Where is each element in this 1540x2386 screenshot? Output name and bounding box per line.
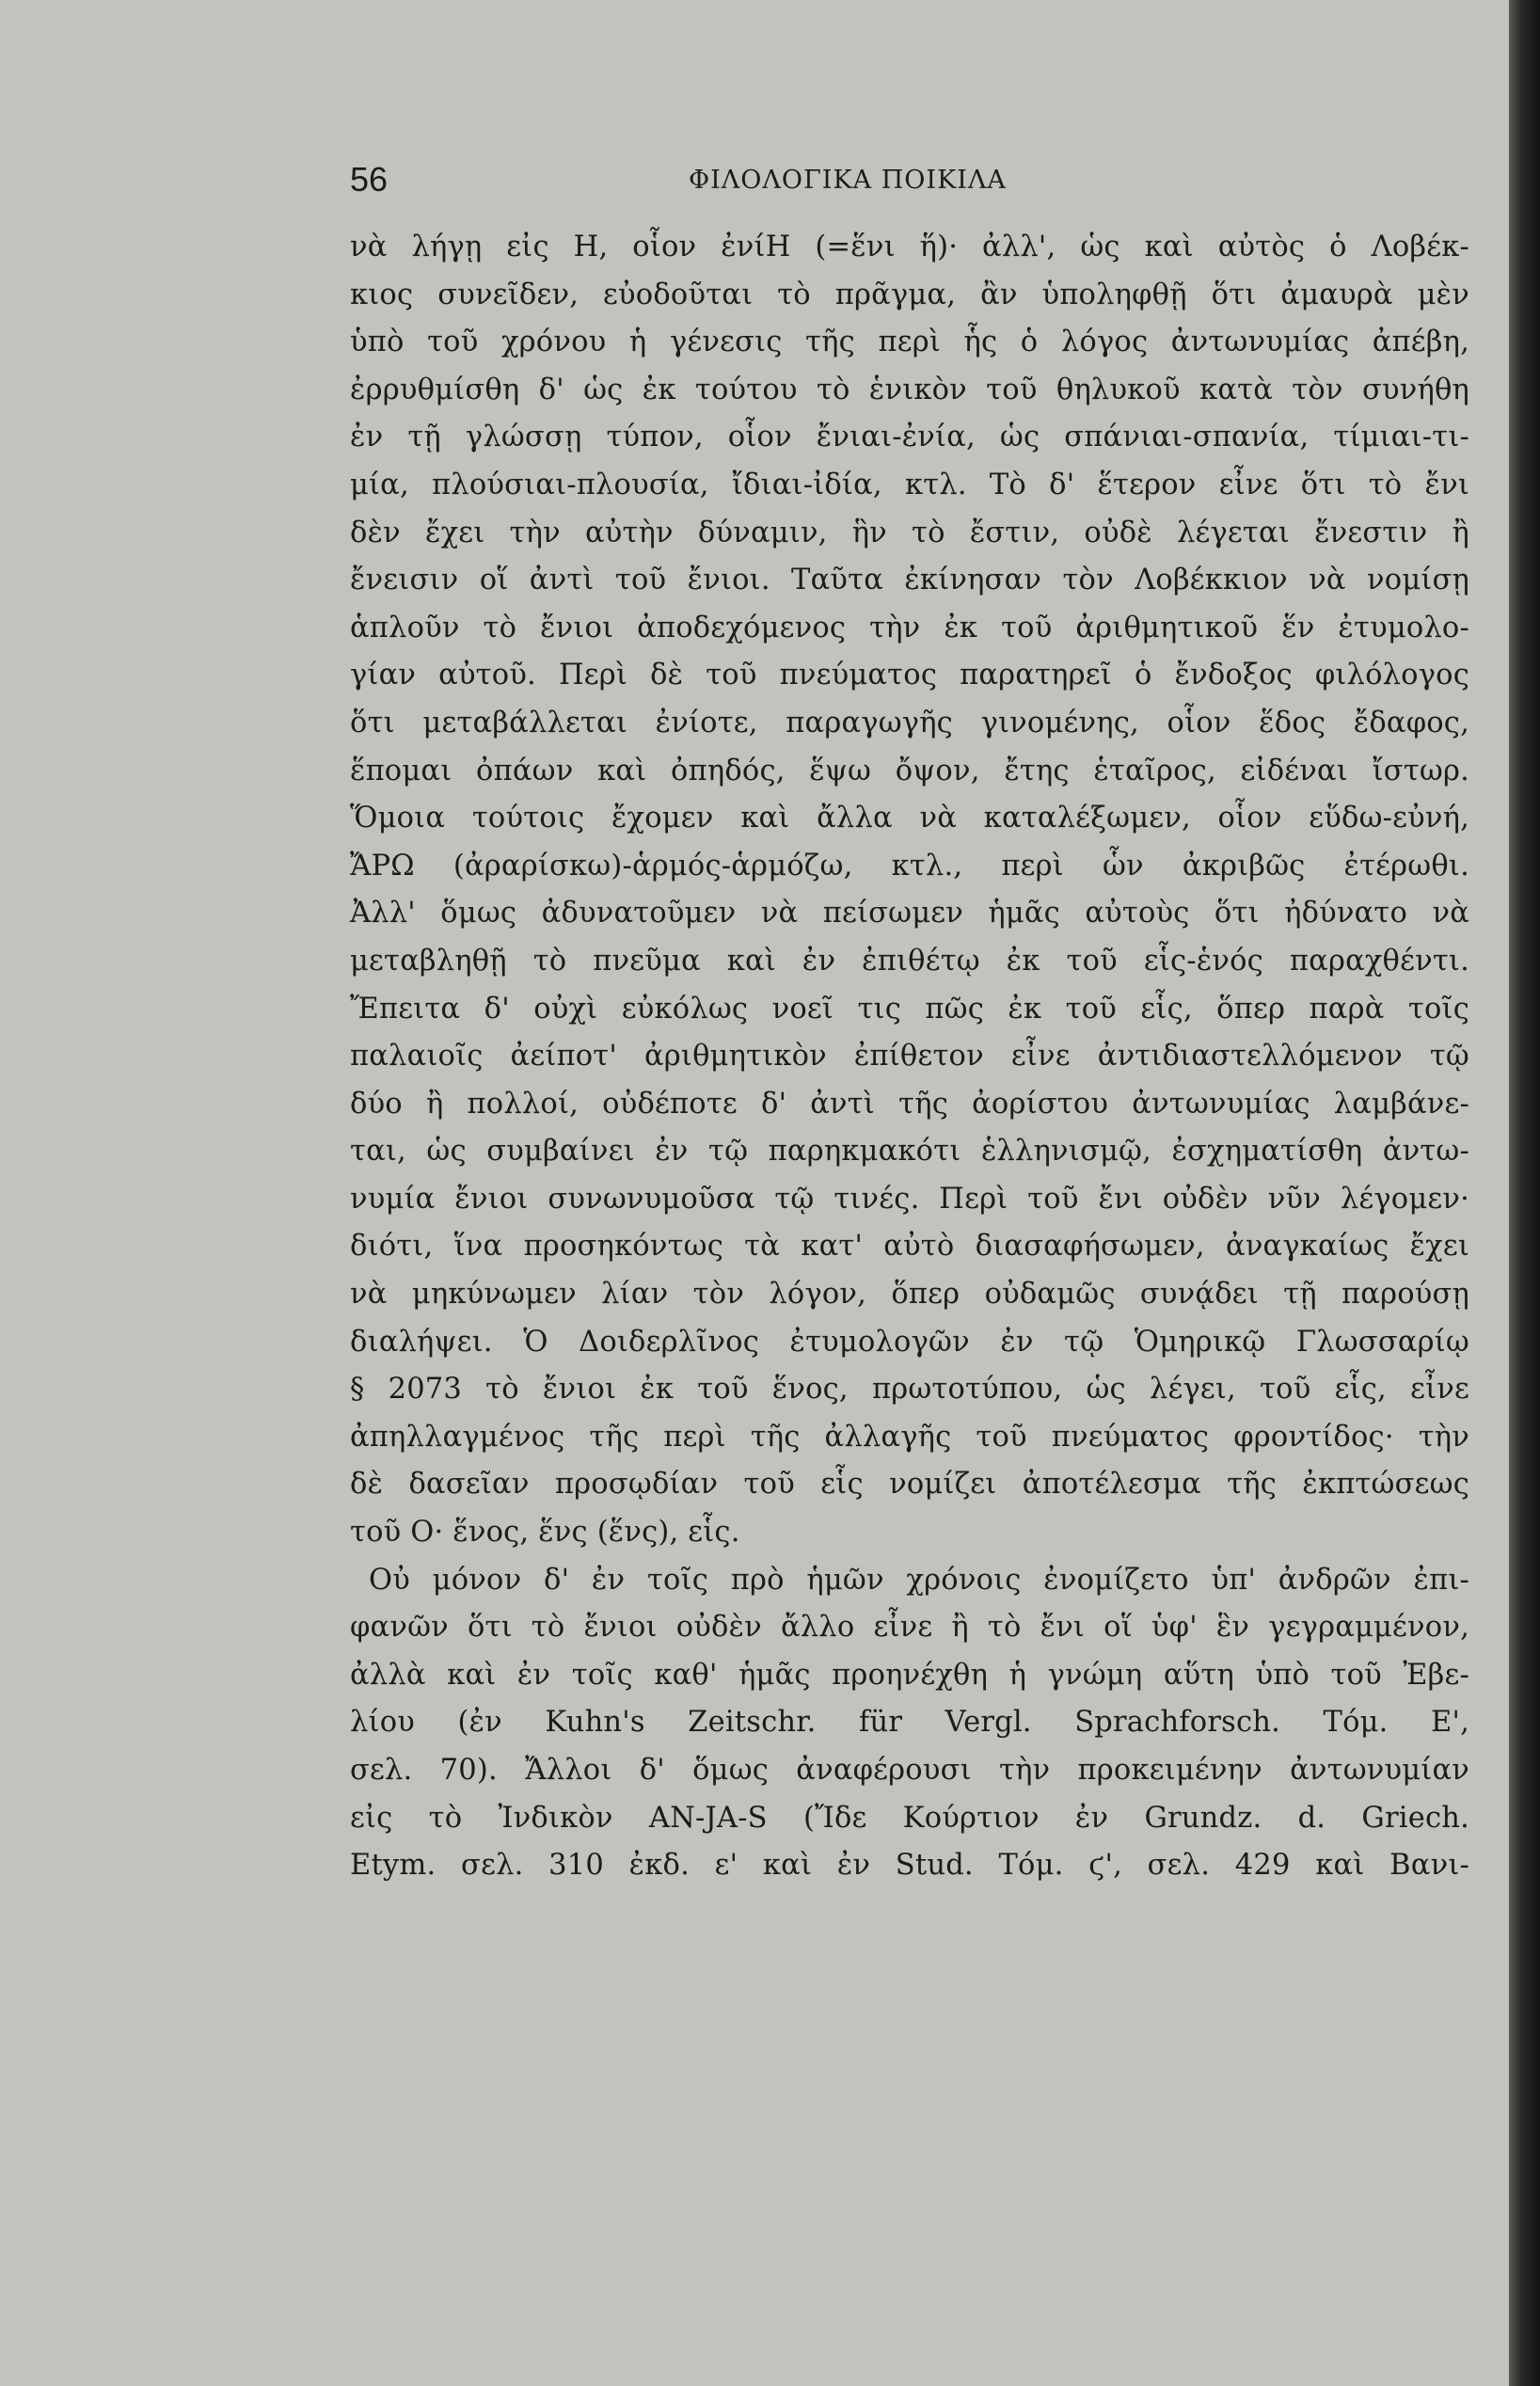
text-line: εἰς τὸ Ἰνδικὸν AN-JA-S (Ἴδε Κούρτιον ἐν Grundz. d. Griech. (350, 1801, 1469, 1835)
text-line: νὰ μηκύνωμεν λίαν τὸν λόγον, ὅπερ οὐδαμῶς συνᾴδει τῇ παρούσῃ (350, 1278, 1469, 1312)
text-line: παλαιοῖς ἀείποτ' ἀριθμητικὸν ἐπίθετον εἶνε ἀντιδιαστελλόμενον τῷ (350, 1040, 1469, 1074)
text-line: δὲν ἔχει τὴν αὐτὴν δύναμιν, ἣν τὸ ἔστιν, οὐδὲ λέγεται ἔνεστιν ἢ (350, 516, 1469, 549)
text-line: μεταβληθῇ τὸ πνεῦμα καὶ ἐν ἐπιθέτῳ ἐκ τοῦ εἷς-ἑνός παραχθέντι. (350, 944, 1469, 978)
running-title: ΦΙΛΟΛΟΓΙΚΑ ΠΟΙΚΙΛΑ (689, 166, 1007, 195)
text-line: ται, ὡς συμβαίνει ἐν τῷ παρηκμακότι ἑλληνισμῷ, ἐσχηματίσθη ἀντω- (350, 1135, 1469, 1169)
text-line: νὰ λήγῃ εἰς Η, οἷον ἐνίΗ (=ἕνι ἥ)· ἀλλ', ὡς καὶ αὐτὸς ὁ Λοβέκ- (350, 231, 1469, 263)
text-line: τοῦ Ο· ἕνος, ἕνς (ἕνς), εἷς. (350, 1516, 740, 1550)
text-line: ἔνεισιν οἵ ἀντὶ τοῦ ἔνιοι. Ταῦτα ἐκίνησαν τὸν Λοβέκκιον νὰ νομίσῃ (350, 564, 1469, 597)
text-line: δὲ δασεῖαν προσῳδίαν τοῦ εἷς νομίζει ἀποτέλεσμα τῆς ἐκπτώσεως (350, 1468, 1469, 1502)
text-line: ἐρρυθμίσθη δ' ὡς ἐκ τούτου τὸ ἑνικὸν τοῦ θηλυκοῦ κατὰ τὸν συνήθη (350, 373, 1469, 406)
text-line: Ἔπειτα δ' οὐχὶ εὐκόλως νοεῖ τις πῶς ἐκ τοῦ εἷς, ὅπερ παρὰ τοῖς (350, 992, 1469, 1026)
page-number: 56 (350, 160, 389, 199)
text-line: κιος συνεῖδεν, εὐοδοῦται τὸ πρᾶγμα, ἂν ὑποληφθῇ ὅτι ἀμαυρὰ μὲν (350, 278, 1469, 311)
text-line: σελ. 70). Ἄλλοι δ' ὅμως ἀναφέρουσι τὴν προκειμένην ἀντωνυμίαν (350, 1754, 1469, 1787)
text-line: ἁπλοῦν τὸ ἔνιοι ἀποδεχόμενος τὴν ἐκ τοῦ ἀριθμητικοῦ ἕν ἐτυμολο- (350, 611, 1469, 644)
book-spine-edge (1509, 0, 1540, 2386)
text-line: διαλήψει. Ὁ Δοιδερλῖνος ἐτυμολογῶν ἐν τῷ Ὁμηρικῷ Γλωσσαρίῳ (350, 1325, 1469, 1359)
text-line: Ἀλλ' ὅμως ἀδυνατοῦμεν νὰ πείσωμεν ἡμᾶς αὐτοὺς ὅτι ἠδύνατο νὰ (350, 897, 1469, 931)
paragraph-2 (350, 1557, 1469, 1890)
text-line: Ὅμοια τούτοις ἔχομεν καὶ ἄλλα νὰ καταλέξωμεν, οἷον εὕδω-εὐνή, (350, 802, 1469, 835)
text-line: νυμία ἔνιοι συνωνυμοῦσα τῷ τινές. Περὶ τοῦ ἔνι οὐδὲν νῦν λέγομεν· (350, 1182, 1469, 1216)
text-line: ἐν τῇ γλώσσῃ τύπον, οἷον ἔνιαι-ἐνία, ὡς σπάνιαι-σπανία, τίμιαι-τι- (350, 421, 1469, 454)
text-line: δύο ἢ πολλοί, οὐδέποτε δ' ἀντὶ τῆς ἀορίστου ἀντωνυμίας λαμβάνε- (350, 1087, 1469, 1121)
text-line: φανῶν ὅτι τὸ ἔνιοι οὐδὲν ἄλλο εἶνε ἢ τὸ ἔνι οἵ ὑφ' ἓν γεγραμμένον, (350, 1611, 1469, 1645)
text-line: γίαν αὐτοῦ. Περὶ δὲ τοῦ πνεύματος παρατηρεῖ ὁ ἔνδοξος φιλόλογος (350, 659, 1469, 692)
text-line: λίου (ἐν Kuhn's Zeitschr. für Vergl. Sprachforsch. Τόμ. Ε', (350, 1706, 1469, 1740)
paragraph-1 (350, 224, 1469, 1557)
text-line: Οὐ μόνον δ' ἐν τοῖς πρὸ ἡμῶν χρόνοις ἐνομίζετο ὑπ' ἀνδρῶν ἐπι- (369, 1563, 1469, 1597)
text-line: ἀπηλλαγμένος τῆς περὶ τῆς ἀλλαγῆς τοῦ πνεύματος φροντίδος· τὴν (350, 1420, 1469, 1454)
text-line: ἌΡΩ (ἀραρίσκω)-ἁρμός-ἁρμόζω, κτλ., περὶ ὧν ἀκριβῶς ἐτέρωθι. (350, 849, 1469, 883)
text-line: ὑπὸ τοῦ χρόνου ἡ γένεσις τῆς περὶ ἧς ὁ λόγος ἀντωνυμίας ἀπέβη, (350, 326, 1469, 359)
page-header (350, 160, 1272, 207)
text-line: μία, πλούσιαι-πλουσία, ἴδιαι-ἰδία, κτλ. Τὸ δ' ἕτερον εἶνε ὅτι τὸ ἔνι (350, 468, 1469, 501)
text-line: διότι, ἵνα προσηκόντως τὰ κατ' αὐτὸ διασαφήσωμεν, ἀναγκαίως ἔχει (350, 1230, 1469, 1264)
text-line: ἕπομαι ὀπάων καὶ ὀπηδός, ἕψω ὄψον, ἔτης ἑταῖρος, εἰδέναι ἴστωρ. (350, 754, 1469, 787)
text-line: ὅτι μεταβάλλεται ἐνίοτε, παραγωγῆς γινομένης, οἷον ἕδος ἔδαφος, (350, 706, 1469, 740)
body-text (350, 224, 1469, 1890)
text-line: ἀλλὰ καὶ ἐν τοῖς καθ' ἡμᾶς προηνέχθη ἡ γνώμη αὕτη ὑπὸ τοῦ Ἐβε- (350, 1658, 1469, 1692)
text-line: § 2073 τὸ ἔνιοι ἐκ τοῦ ἕνος, πρωτοτύπου, ὡς λέγει, τοῦ εἷς, εἶνε (350, 1373, 1469, 1407)
text-line: Etym. σελ. 310 ἐκδ. ε' καὶ ἐν Stud. Τόμ. ϛ', σελ. 429 καὶ Βανι- (350, 1849, 1469, 1883)
